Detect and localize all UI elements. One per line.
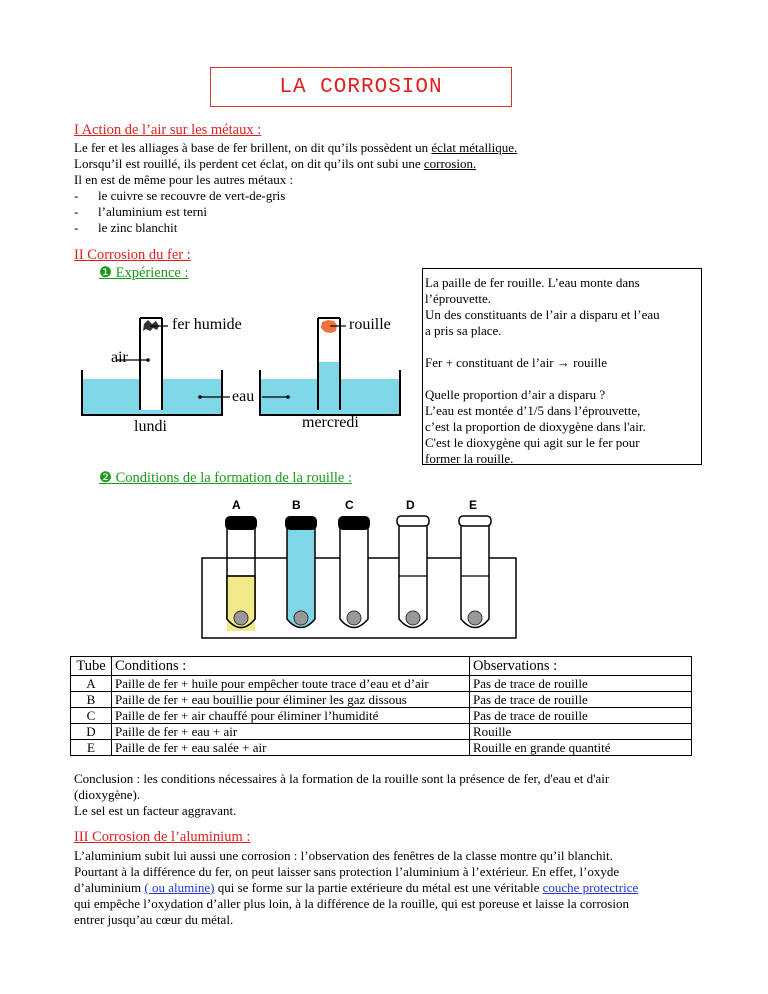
cell-observation: Rouille en grande quantité xyxy=(470,740,692,756)
label-mercredi: mercredi xyxy=(302,414,359,431)
label-air: air xyxy=(111,349,128,366)
cell-tube: D xyxy=(71,724,112,740)
label-fer-humide: fer humide xyxy=(172,316,242,333)
box-line: C'est le dioxygène qui agit sur le fer pour xyxy=(425,435,640,450)
conditions-subheading: ❷ Conditions de la formation de la rouille : xyxy=(99,470,353,486)
cell-observation: Pas de trace de rouille xyxy=(470,692,692,708)
text-span: qui se forme sur la partie extérieure du métal est une véritable xyxy=(214,880,543,895)
table-row xyxy=(71,724,692,740)
box-line: Quelle proportion d’air a disparu ? xyxy=(425,387,606,402)
tube-label-b: B xyxy=(292,498,301,512)
text-span: Lorsqu’il est rouillé, ils perdent cet éclat, on dit qu’ils ont subi une xyxy=(74,156,424,171)
conclusion-line: (dioxygène). xyxy=(74,787,141,802)
title-box xyxy=(210,67,512,107)
section1-heading: I Action de l’air sur les métaux : xyxy=(74,122,262,138)
text-span: d’aluminium xyxy=(74,880,145,895)
cell-condition: Paille de fer + eau + air xyxy=(112,724,470,740)
section3-heading: III Corrosion de l’aluminium : xyxy=(74,829,251,845)
box-equation: Fer + constituant de l’air → rouille xyxy=(425,355,608,370)
cell-condition: Paille de fer + air chauffé pour éliminer l’humidité xyxy=(112,708,470,724)
table-header-row xyxy=(71,657,692,676)
box-line: former la rouille. xyxy=(425,451,514,466)
tube-mercredi xyxy=(318,318,340,410)
tube-lundi xyxy=(140,318,162,410)
tube-d xyxy=(397,516,429,628)
tube-label-c: C xyxy=(345,498,354,512)
table-row xyxy=(71,692,692,708)
table-row xyxy=(71,708,692,724)
conclusion xyxy=(74,771,609,819)
section1-line3: Il en est de même pour les autres métaux : xyxy=(74,172,294,187)
cell-tube: C xyxy=(71,708,112,724)
tube-label-d: D xyxy=(406,498,415,512)
cell-tube: A xyxy=(71,676,112,692)
section3-line: qui empêche l’oxydation d’aller plus loin, à la différence de la rouille, qui est poreuse et laisse la corrosion xyxy=(74,896,629,911)
box-line: Un des constituants de l’air a disparu et l’eau xyxy=(425,307,660,322)
cell-observation: Pas de trace de rouille xyxy=(470,708,692,724)
section3-line: entrer jusqu’au cœur du métal. xyxy=(74,912,234,927)
bullet-3 xyxy=(74,220,177,236)
bullet-text: le zinc blanchit xyxy=(98,220,178,235)
alumine-link[interactable]: ( ou alumine) xyxy=(144,880,215,895)
dash: - xyxy=(74,188,79,203)
bullet-text: l’aluminium est terni xyxy=(98,204,208,219)
page-title: LA CORROSION xyxy=(279,75,443,99)
conclusion-line: Conclusion : les conditions nécessaires à la formation de la rouille sont la présence de fer, d'eau et d'air xyxy=(74,771,610,786)
cell-tube: E xyxy=(71,740,112,756)
tube-label-a: A xyxy=(232,498,241,512)
box-line: La paille de fer rouille. L’eau monte dans xyxy=(425,275,640,290)
conditions-table xyxy=(70,656,692,756)
section1-text xyxy=(74,140,517,188)
cell-condition: Paille de fer + huile pour empêcher toute trace d’eau et d’air xyxy=(112,676,470,692)
term-corrosion: corrosion. xyxy=(423,156,477,171)
bullet-1 xyxy=(74,188,285,204)
tube-e xyxy=(459,516,491,628)
dash: - xyxy=(74,204,79,219)
section3-line: L’aluminium subit lui aussi une corrosion : l’observation des fenêtres de la classe montre qu’il blanchit. xyxy=(74,848,613,863)
tube-c xyxy=(338,516,370,628)
header-conditions: Conditions : xyxy=(112,657,470,676)
tube-label-e: E xyxy=(469,498,478,512)
experiment-explanation-box xyxy=(422,268,702,465)
section1-line1 xyxy=(74,140,517,156)
bullet-2 xyxy=(74,204,207,220)
term-eclat: éclat métallique. xyxy=(431,140,518,155)
experience-subheading: ❶ Expérience : xyxy=(99,265,189,281)
section1-line2 xyxy=(74,156,517,172)
box-line: L’eau est montée d’1/5 dans l’éprouvette, xyxy=(425,403,641,418)
header-observations: Observations : xyxy=(470,657,692,676)
bullet-text: le cuivre se recouvre de vert-de-gris xyxy=(98,188,286,203)
section3-line: Pourtant à la différence du fer, on peut laisser sans protection l’aluminium à l’extérieur. En effet, l’oxyde xyxy=(74,864,620,879)
label-eau: eau xyxy=(232,388,255,405)
table-row xyxy=(71,740,692,756)
cell-condition: Paille de fer + eau bouillie pour éliminer les gaz dissous xyxy=(112,692,470,708)
table-row xyxy=(71,676,692,692)
section3-line xyxy=(74,880,638,896)
section3-text xyxy=(74,848,638,928)
box-line: c’est la proportion de dioxygène dans l'air. xyxy=(425,419,646,434)
couche-protectrice-link[interactable]: couche protectrice xyxy=(542,880,639,895)
cell-observation: Rouille xyxy=(470,724,692,740)
box-line: a pris sa place. xyxy=(425,323,502,338)
box-line: l’éprouvette. xyxy=(425,291,492,306)
label-rouille: rouille xyxy=(349,316,391,333)
cell-observation: Pas de trace de rouille xyxy=(470,676,692,692)
text-span: Le fer et les alliages à base de fer brillent, on dit qu’ils possèdent un xyxy=(74,140,432,155)
tube-b xyxy=(285,516,317,628)
tubes-figure xyxy=(200,494,520,644)
label-lundi: lundi xyxy=(134,418,167,435)
dash: - xyxy=(74,220,79,235)
cell-tube: B xyxy=(71,692,112,708)
box-content xyxy=(425,275,660,467)
conclusion-line: Le sel est un facteur aggravant. xyxy=(74,803,237,818)
header-tube: Tube xyxy=(71,657,112,676)
section2-heading: II Corrosion du fer : xyxy=(74,247,191,263)
cell-condition: Paille de fer + eau salée + air xyxy=(112,740,470,756)
